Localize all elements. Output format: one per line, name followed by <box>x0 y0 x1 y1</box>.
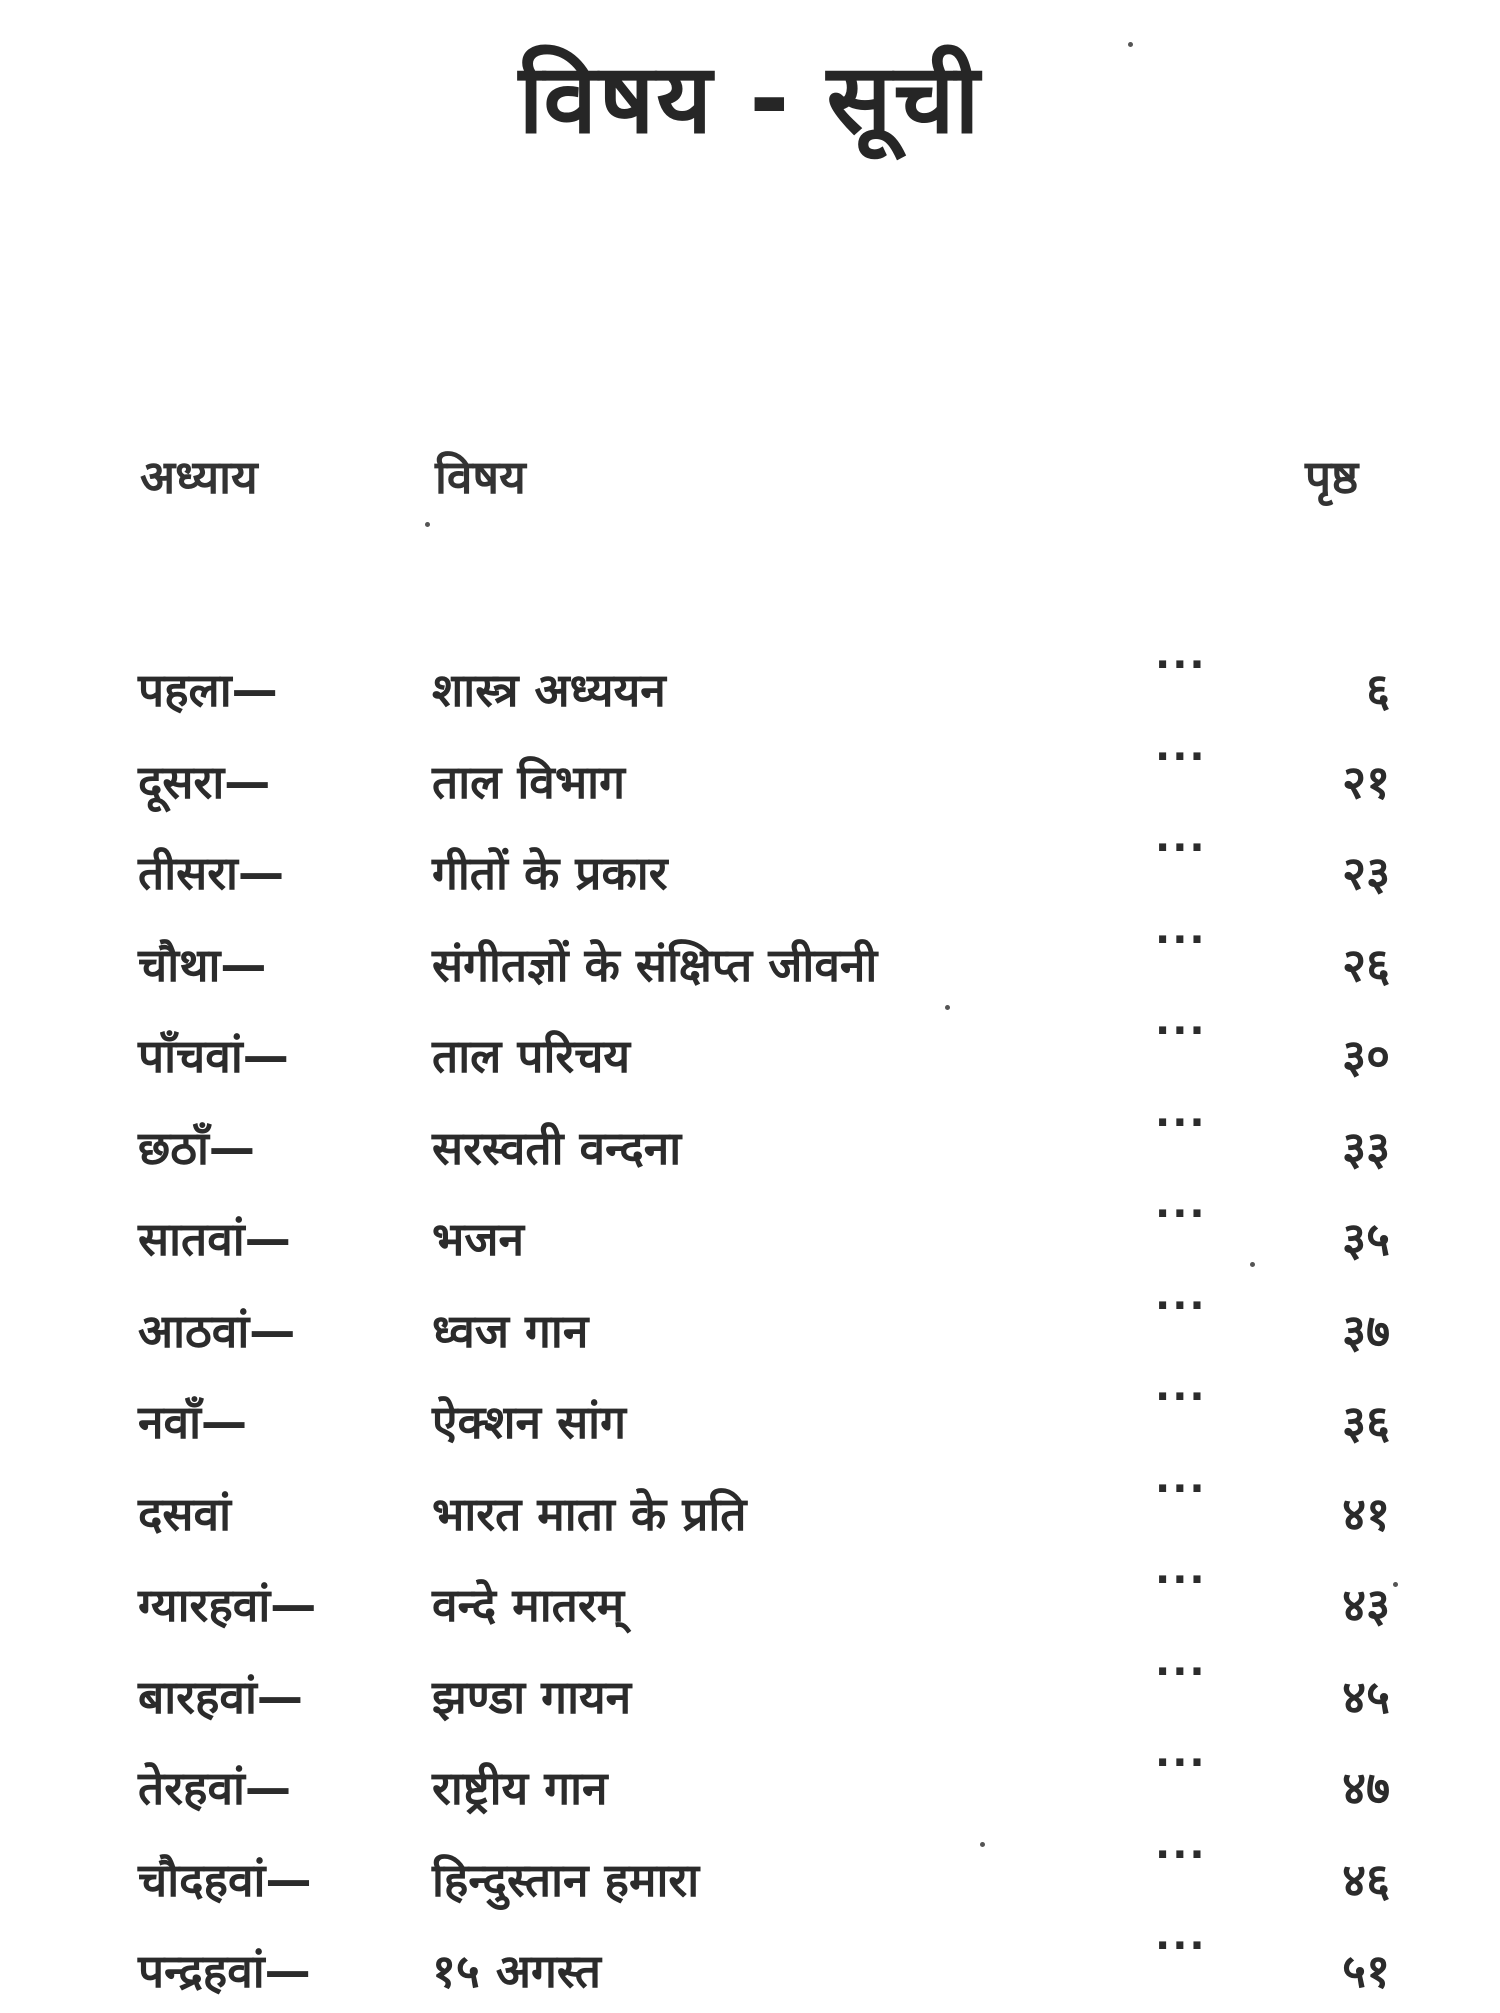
leader-dots: ··· <box>1155 733 1207 780</box>
leader-dots: ··· <box>1155 1923 1207 1969</box>
leader-dots: ··· <box>1155 642 1207 688</box>
subject-title: संगीतज्ञों के संक्षिप्त जीवनी <box>432 937 878 992</box>
chapter-label: दूसरा— <box>138 754 271 809</box>
chapter-label: ग्यारहवां— <box>138 1578 317 1632</box>
subject-title: ताल विभाग <box>432 754 625 809</box>
page-number: ४३ <box>1342 1578 1390 1632</box>
leader-dots: ··· <box>1155 1831 1207 1878</box>
page-title: विषय - सूची <box>518 43 982 155</box>
page-number: ३७ <box>1342 1303 1390 1358</box>
page-number: ३६ <box>1342 1395 1390 1449</box>
toc-row <box>0 915 1500 1007</box>
leader-dots: ··· <box>1155 1099 1207 1146</box>
print-speck <box>1128 42 1133 47</box>
toc-row <box>0 1098 1500 1190</box>
leader-dots: ··· <box>1155 1374 1207 1420</box>
chapter-label: नवाँ— <box>138 1395 248 1449</box>
subject-title: ऐक्शन सांग <box>432 1395 626 1449</box>
page-number: २६ <box>1342 937 1390 992</box>
toc-row <box>0 1006 1500 1098</box>
page-number: ४७ <box>1342 1761 1390 1815</box>
subject-title: सरस्वती वन्दना <box>432 1120 682 1175</box>
page-number: ४१ <box>1342 1486 1390 1541</box>
toc-row <box>0 1555 1500 1647</box>
toc-row <box>0 1830 1500 1922</box>
leader-dots: ··· <box>1155 1648 1207 1695</box>
page-number: ४५ <box>1342 1669 1390 1724</box>
chapter-label: पाँचवां— <box>138 1029 289 1083</box>
toc-row <box>0 1738 1500 1830</box>
leader-dots: ··· <box>1155 825 1207 871</box>
leader-dots: ··· <box>1155 1740 1207 1786</box>
chapter-label: बारहवां— <box>138 1669 303 1724</box>
chapter-label: पन्द्रहवां— <box>138 1944 311 1998</box>
toc-row <box>0 1281 1500 1373</box>
leader-dots: ··· <box>1155 1008 1207 1054</box>
print-speck <box>1250 1262 1255 1267</box>
toc-row <box>0 1189 1500 1281</box>
chapter-label: आठवां— <box>138 1303 296 1358</box>
subject-column-header: विषय <box>435 450 526 504</box>
subject-title: वन्दे मातरम् <box>432 1578 625 1632</box>
page-column-header: पृष्ठ <box>1305 450 1359 504</box>
print-speck <box>980 1842 985 1847</box>
leader-dots: ··· <box>1155 1191 1207 1237</box>
chapter-label: दसवां <box>138 1486 232 1541</box>
print-speck <box>1393 1582 1398 1587</box>
chapter-label: चौदहवां— <box>138 1852 312 1907</box>
page-number: ६ <box>1366 663 1390 717</box>
page-number: २१ <box>1342 754 1390 809</box>
chapter-label: तीसरा— <box>138 846 284 900</box>
chapter-label: पहला— <box>138 663 278 717</box>
subject-title: शास्त्र अध्ययन <box>432 663 666 717</box>
toc-row <box>0 1647 1500 1739</box>
toc-row <box>0 732 1500 824</box>
page-number: ३३ <box>1342 1120 1390 1175</box>
toc-row <box>0 640 1500 732</box>
subject-title: हिन्दुस्तान हमारा <box>432 1852 700 1907</box>
toc-row <box>0 1372 1500 1464</box>
chapter-label: सातवां— <box>138 1212 291 1266</box>
table-of-contents <box>0 640 1500 2013</box>
leader-dots: ··· <box>1155 1465 1207 1512</box>
leader-dots: ··· <box>1155 916 1207 963</box>
toc-row <box>0 1464 1500 1556</box>
toc-row <box>0 1921 1500 2013</box>
subject-title: राष्ट्रीय गान <box>432 1761 608 1815</box>
print-speck <box>945 1005 950 1010</box>
subject-title: गीतों के प्रकार <box>432 846 668 900</box>
subject-title: झण्डा गायन <box>432 1669 632 1724</box>
subject-title: ताल परिचय <box>432 1029 631 1083</box>
print-speck <box>425 522 430 527</box>
leader-dots: ··· <box>1155 1557 1207 1603</box>
page-number: ५१ <box>1342 1944 1390 1998</box>
leader-dots: ··· <box>1155 1282 1207 1329</box>
page-number: ३० <box>1342 1029 1390 1083</box>
subject-title: १५ अगस्त <box>432 1944 602 1998</box>
subject-title: भजन <box>432 1212 524 1266</box>
chapter-label: तेरहवां— <box>138 1761 291 1815</box>
subject-title: भारत माता के प्रति <box>432 1486 747 1541</box>
chapter-label: छठाँ— <box>138 1120 255 1175</box>
toc-row <box>0 823 1500 915</box>
page-number: ३५ <box>1342 1212 1390 1266</box>
page-number: २३ <box>1342 846 1390 900</box>
subject-title: ध्वज गान <box>432 1303 589 1358</box>
chapter-column-header: अध्याय <box>140 450 258 504</box>
page-number: ४६ <box>1342 1852 1390 1907</box>
chapter-label: चौथा— <box>138 937 267 992</box>
